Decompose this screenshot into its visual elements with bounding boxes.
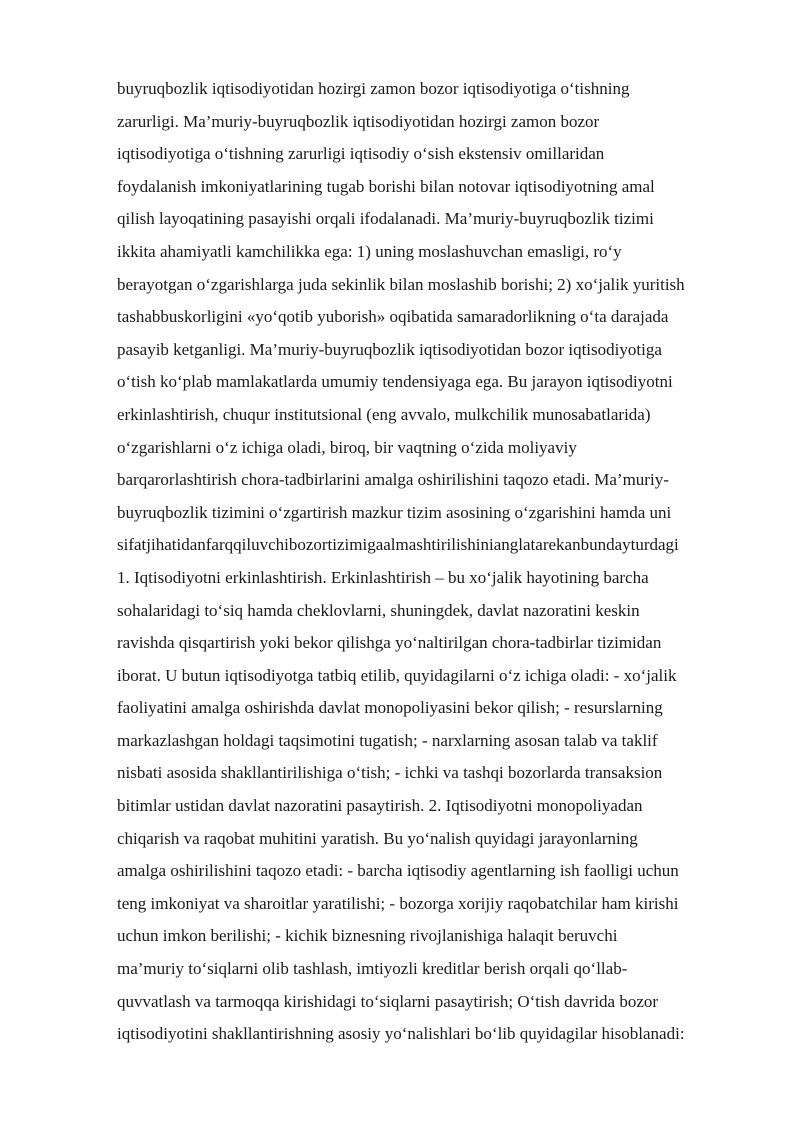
text-line: pasayib ketganligi. Ma’muriy-buyruqbozlik iqtisodiyotidan bozor iqtisodiyotiga bbox=[117, 339, 662, 359]
text-line: iqtisodiyotiga o‘tishning zarurligi iqtisodiy o‘sish ekstensiv omillaridan bbox=[117, 144, 605, 164]
text-line: bitimlar ustidan davlat nazoratini pasaytirish. 2. Iqtisodiyotni monopoliyadan bbox=[117, 796, 643, 816]
text-line: barqarorlashtirish chora-tadbirlarini amalga oshirilishini taqozo etadi. Ma’muriy- bbox=[117, 470, 669, 490]
text-line: nisbati asosida shakllantirilishiga o‘tish; - ichki va tashqi bozorlarda transaksion bbox=[117, 763, 663, 783]
text-line: amalga oshirilishini taqozo etadi: - barcha iqtisodiy agentlarning ish faolligi uchun bbox=[117, 861, 679, 881]
text-line: o‘tish ko‘plab mamlakatlarda umumiy tendensiyaga ega. Bu jarayon iqtisodiyotni bbox=[117, 372, 673, 392]
text-line: erkinlashtirish, chuqur institutsional (eng avvalo, mulkchilik munosabatlarida) bbox=[117, 404, 651, 424]
text-line: qilish layoqatining pasayishi orqali ifodalanadi. Ma’muriy-buyruqbozlik tizimi bbox=[117, 209, 654, 229]
text-line: sohalaridagi to‘siq hamda cheklovlarni, shuningdek, davlat nazoratini keskin bbox=[117, 600, 640, 620]
text-line: faoliyatini amalga oshirishda davlat monopoliyasini bekor qilish; - resurslarning bbox=[117, 698, 663, 718]
text-line: ma’muriy to‘siqlarni olib tashlash, imtiyozli kreditlar berish orqali qo‘llab- bbox=[117, 959, 628, 979]
text-line: tashabbuskorligini «yo‘qotib yuborish» oqibatida samaradorlikning o‘ta darajada bbox=[117, 307, 669, 327]
text-line: foydalanish imkoniyatlarining tugab borishi bilan notovar iqtisodiyotning amal bbox=[117, 176, 655, 196]
text-line: markazlashgan holdagi taqsimotini tugatish; - narxlarning asosan talab va taklif bbox=[117, 730, 658, 750]
text-line: chiqarish va raqobat muhitini yaratish. Bu yo‘nalish quyidagi jarayonlarning bbox=[117, 828, 638, 848]
body-text bbox=[117, 73, 747, 1051]
text-line: uchun imkon berilishi; - kichik biznesning rivojlanishiga halaqit beruvchi bbox=[117, 926, 618, 946]
text-line: o‘zgarishlarni o‘z ichiga oladi, biroq, bir vaqtning o‘zida moliyaviy bbox=[117, 437, 577, 457]
text-line: quvvatlash va tarmoqqa kirishidagi to‘siqlarni pasaytirish; O‘tish davrida bozor bbox=[117, 991, 659, 1011]
text-line: iborat. U butun iqtisodiyotga tatbiq etilib, quyidagilarni o‘z ichiga oladi: - xo‘jalik bbox=[117, 665, 677, 685]
text-line: iqtisodiyotini shakllantirishning asosiy yo‘nalishlari bo‘lib quyidagilar hisoblanadi: bbox=[117, 1024, 685, 1044]
text-line: zarurligi. Ma’muriy-buyruqbozlik iqtisodiyotidan hozirgi zamon bozor bbox=[117, 111, 600, 131]
text-line: 1. Iqtisodiyotni erkinlashtirish. Erkinlashtirish – bu xo‘jalik hayotining barcha bbox=[117, 567, 649, 587]
text-line: ravishda qisqartirish yoki bekor qilishga yo‘naltirilgan chora-tadbirlar tizimidan bbox=[117, 633, 662, 653]
text-line: berayotgan o‘zgarishlarga juda sekinlik bilan moslashib borishi; 2) xo‘jalik yuritish bbox=[117, 274, 685, 294]
text-line: ikkita ahamiyatli kamchilikka ega: 1) uning moslashuvchan emasligi, ro‘y bbox=[117, 241, 622, 261]
text-line: buyruqbozlik tizimini o‘zgartirish mazkur tizim asosining o‘zgarishini hamda uni bbox=[117, 502, 672, 522]
text-line: buyruqbozlik iqtisodiyotidan hozirgi zamon bozor iqtisodiyotiga o‘tishning bbox=[117, 79, 630, 98]
text-line: sifatjihatidanfarqqiluvchibozortizimigaalmashtirilishinianglatarekanbundayturdagi bbox=[117, 535, 679, 555]
text-line: teng imkoniyat va sharoitlar yaratilishi; - bozorga xorijiy raqobatchilar ham kirishi bbox=[117, 893, 679, 913]
